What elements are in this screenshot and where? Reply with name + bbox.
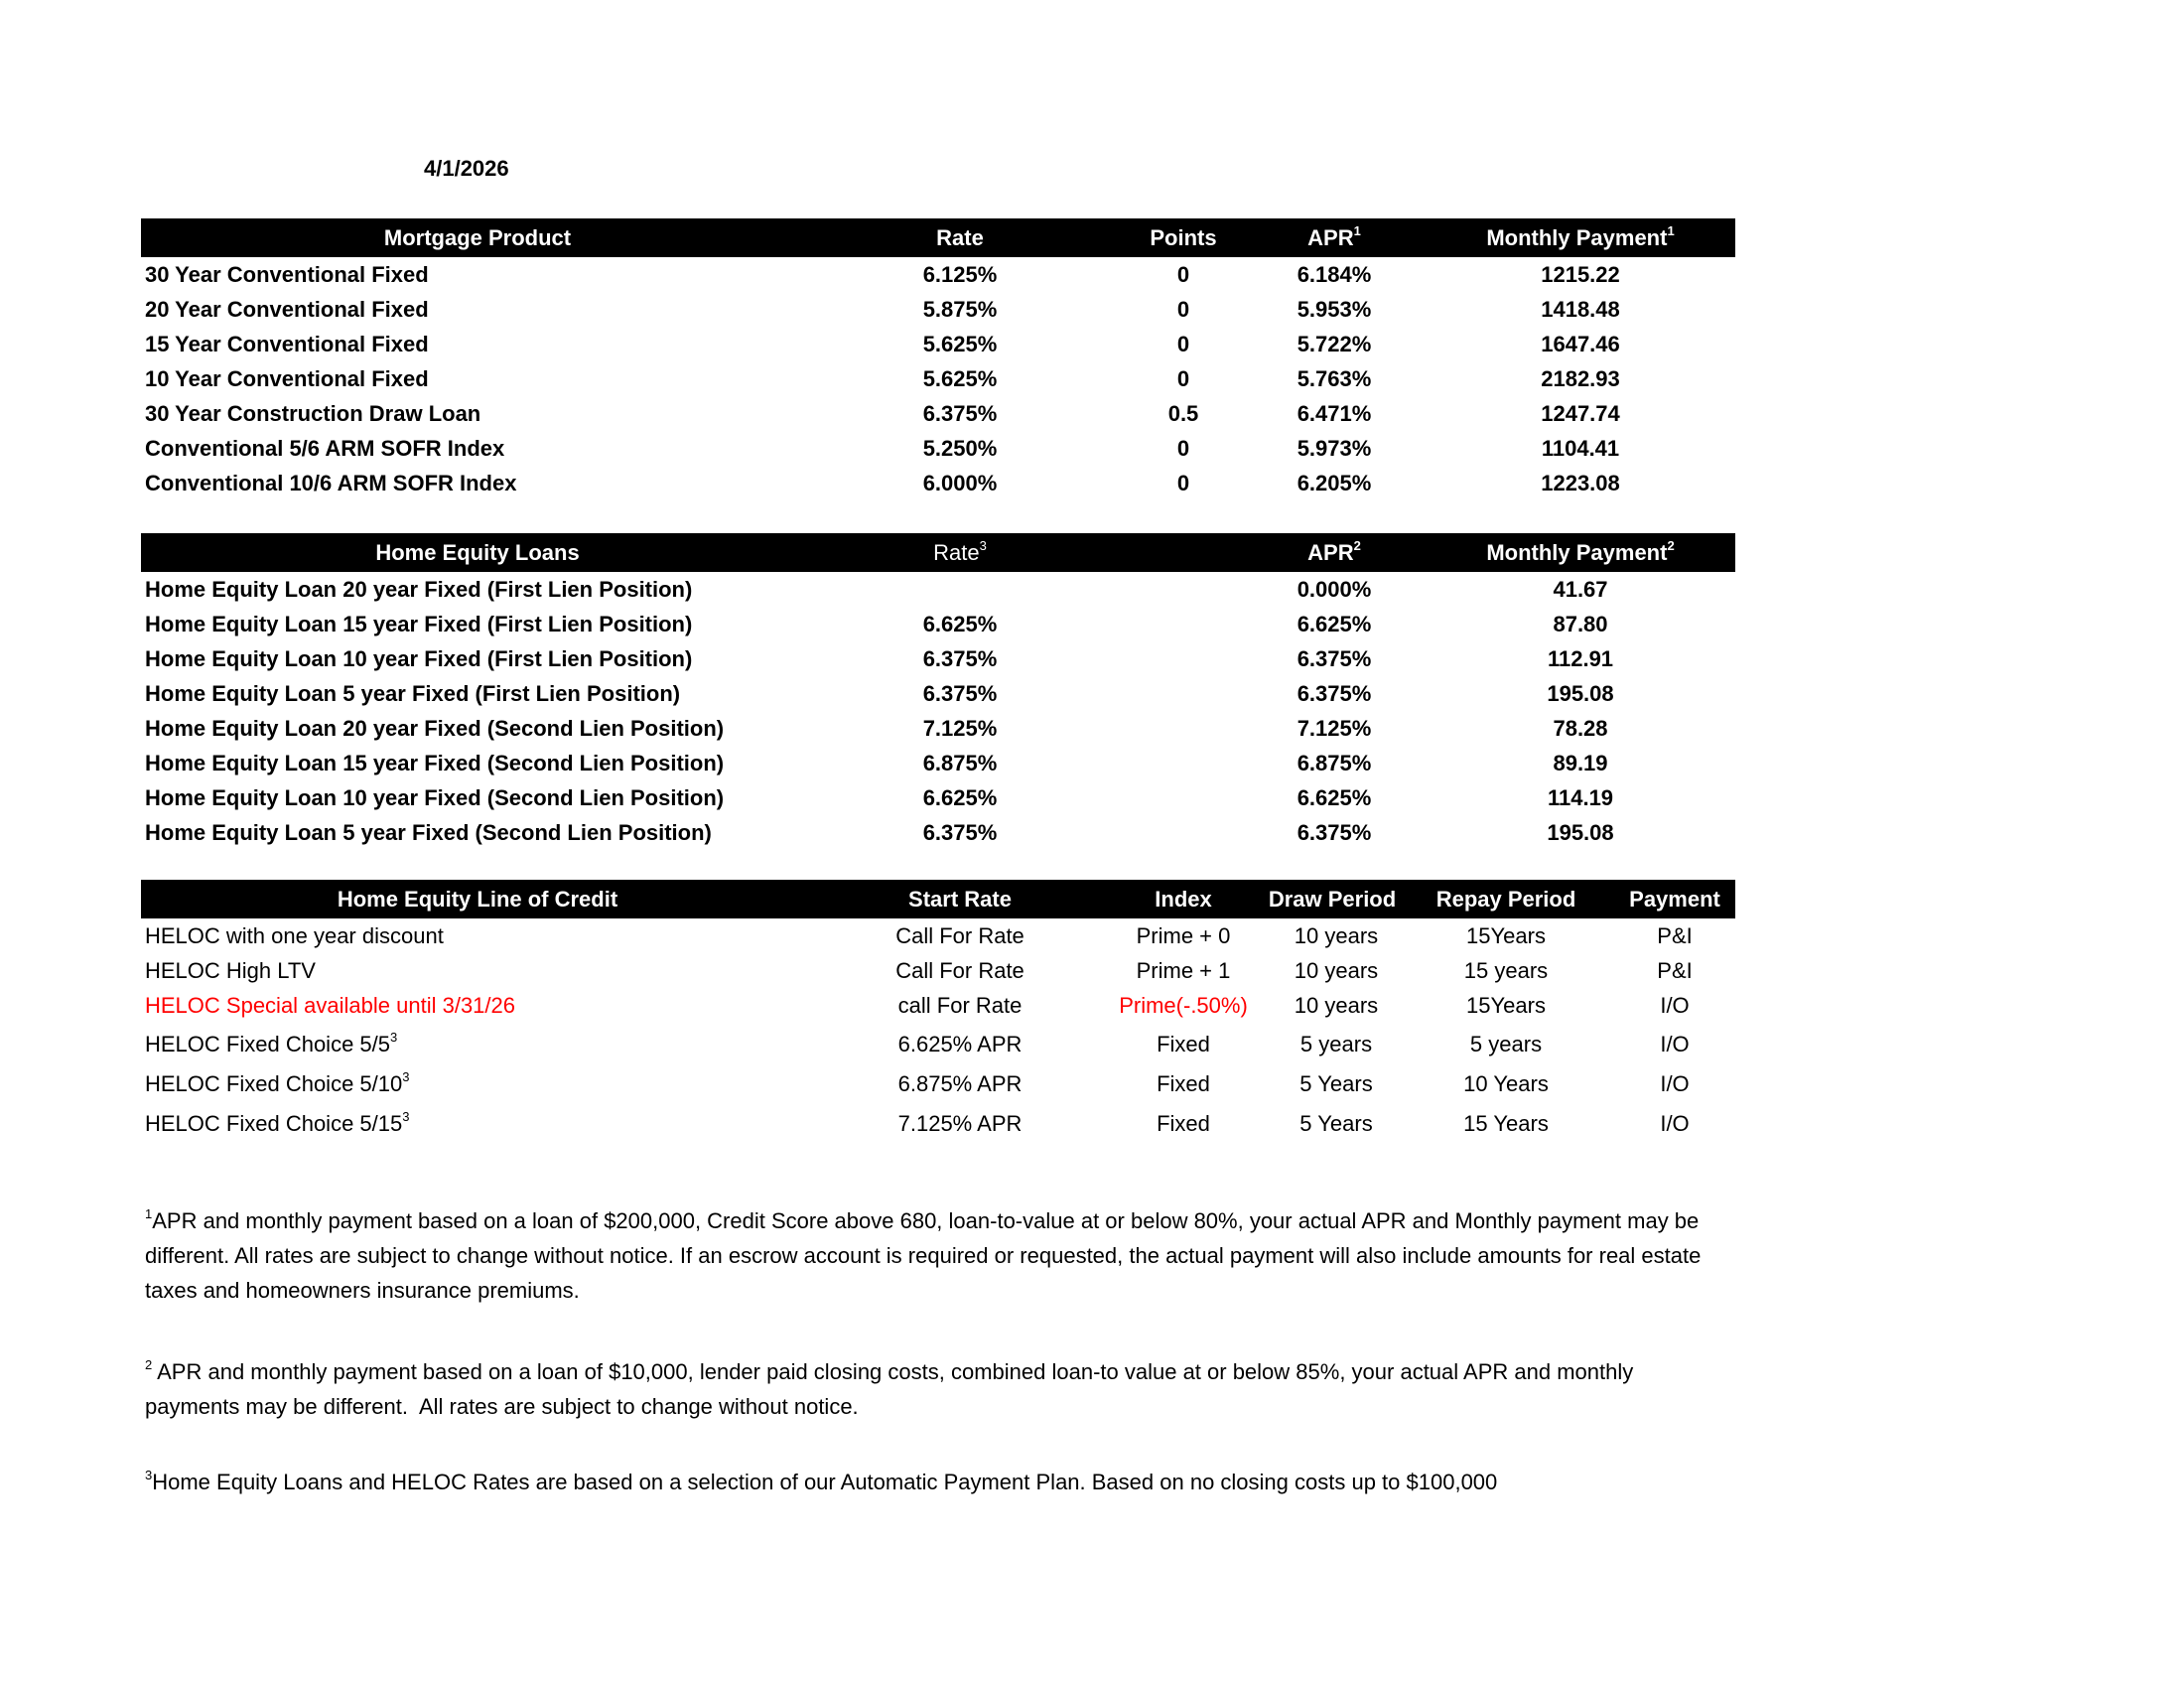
table-row [141,988,1735,1023]
index-value: Prime + 0 [1136,923,1231,948]
apr-value: 5.973% [1297,436,1372,461]
product-name: 30 Year Conventional Fixed [145,262,429,287]
table-row [141,327,1735,361]
start-rate-value: 6.875% APR [897,1071,1023,1096]
repay-period-value: 10 Years [1463,1071,1549,1096]
product-name: HELOC Fixed Choice $5/5^3$ [145,1030,398,1056]
col-header-rate: Rate$^3$ [933,538,987,565]
index-value: Prime(-.50%) [1119,993,1248,1018]
points-value: 0 [1176,366,1190,391]
monthly-payment-value: 1247.74 [1541,401,1620,426]
apr-value: 0.000% [1297,577,1372,602]
col-header-start-rate: Start Rate [908,887,1012,912]
col-header-product: Home Equity Line of Credit [337,887,618,912]
table-row [141,780,1735,815]
col-header-draw-period: Draw Period [1268,887,1397,912]
product-name: Home Equity Loan 5 year Fixed (First Lien Position) [145,681,681,706]
table-row [141,711,1735,746]
monthly-payment-value: 41.67 [1553,577,1608,602]
draw-period-value: 10 years [1294,923,1379,948]
points-value: 0 [1176,297,1190,322]
rate-value: 5.625% [922,332,998,356]
table-row [141,746,1735,780]
footnote-1: $^1$APR and monthly payment based on a loan of $200,000, Credit Score above 680, loan-to-value at or below 80%, your actual APR and Monthly payment may be different. All rates are subject to change without notice. If an escrow account is required or requested, the actual payment will also include amounts for real estate taxes and homeowners insurance premiums. [145,1206,1702,1303]
apr-value: 5.953% [1297,297,1372,322]
col-header-apr: APR$^2$ [1307,538,1361,565]
draw-period-value: 10 years [1294,993,1379,1018]
col-header-payment: Payment [1629,887,1720,912]
monthly-payment-value: 1104.41 [1541,436,1620,461]
rate-value: 6.000% [922,471,998,495]
table-row [141,361,1735,396]
apr-value: 6.625% [1297,612,1372,636]
table-row [141,815,1735,850]
product-name: Conventional 10/6 ARM SOFR Index [145,471,517,495]
repay-period-value: 15Years [1466,993,1546,1018]
col-header-points: Points [1150,225,1217,250]
apr-value: 6.375% [1297,820,1372,845]
apr-value: 6.375% [1297,646,1372,671]
col-header-product: Mortgage Product [383,225,572,250]
table-row [141,396,1735,431]
apr-value: 6.875% [1297,751,1372,775]
product-name: HELOC High LTV [145,958,316,983]
product-name: Home Equity Loan 5 year Fixed (Second Lien Position) [145,820,712,845]
draw-period-value: 5 Years [1299,1111,1373,1136]
table-row [141,918,1735,953]
start-rate-value: 6.625% APR [897,1032,1023,1056]
repay-period-value: 15Years [1466,923,1546,948]
product-name: HELOC Special available until 3/31/26 [145,993,516,1018]
rate-value: 6.375% [922,681,998,706]
payment-type-value: I/O [1660,993,1690,1018]
col-header-monthly-payment: Monthly Payment$^2$ [1486,538,1675,565]
table-row [141,1062,1735,1102]
start-rate-value: Call For Rate [895,958,1024,983]
monthly-payment-value: 2182.93 [1541,366,1620,391]
table-row [141,953,1735,988]
monthly-payment-value: 1215.22 [1541,262,1620,287]
rate-value: 7.125% [922,716,998,741]
product-name: 30 Year Construction Draw Loan [145,401,481,426]
index-value: Fixed [1157,1032,1210,1056]
payment-type-value: I/O [1660,1032,1690,1056]
product-name: Home Equity Loan 15 year Fixed (First Lien Position) [145,612,693,636]
col-header-product: Home Equity Loans [375,540,580,565]
rate-value: 5.875% [922,297,998,322]
table-row [141,641,1735,676]
table-row [141,572,1735,607]
payment-type-value: I/O [1660,1111,1690,1136]
product-name: Home Equity Loan 15 year Fixed (Second Lien Position) [145,751,725,775]
points-value: 0 [1176,436,1190,461]
monthly-payment-value: 87.80 [1553,612,1608,636]
rate-value: 6.625% [922,785,998,810]
product-name: Home Equity Loan 20 year Fixed (Second Lien Position) [145,716,725,741]
apr-value: 5.722% [1297,332,1372,356]
table-row [141,1102,1735,1142]
col-header-index: Index [1155,887,1212,912]
monthly-payment-value: 195.08 [1547,820,1614,845]
apr-value: 6.205% [1297,471,1372,495]
col-header-apr: APR$^1$ [1307,223,1361,250]
product-name: HELOC Fixed Choice $5/15^3$ [145,1109,410,1136]
product-name: 15 Year Conventional Fixed [145,332,429,356]
col-header-rate: Rate [936,225,984,250]
rate-value: 6.375% [922,820,998,845]
apr-value: 6.471% [1297,401,1372,426]
apr-value: 7.125% [1297,716,1372,741]
rate-value: 6.375% [922,401,998,426]
monthly-payment-value: 1647.46 [1541,332,1620,356]
rate-value: 6.625% [922,612,998,636]
points-value: 0.5 [1167,401,1199,426]
monthly-payment-value: 89.19 [1553,751,1608,775]
rate-value: 5.625% [922,366,998,391]
start-rate-value: Call For Rate [895,923,1024,948]
draw-period-value: 10 years [1294,958,1379,983]
points-value: 0 [1176,332,1190,356]
table-row [141,257,1735,292]
start-rate-value: 7.125% APR [897,1111,1023,1136]
payment-type-value: P&I [1657,923,1693,948]
table-row [141,292,1735,327]
start-rate-value: call For Rate [897,993,1023,1018]
index-value: Fixed [1157,1111,1210,1136]
home-equity-loans-table [141,533,1735,850]
product-name: 20 Year Conventional Fixed [145,297,429,322]
rate-sheet-date: 4/1/2026 [424,156,509,181]
payment-type-value: P&I [1657,958,1693,983]
table-row [141,1023,1735,1062]
table-row [141,466,1735,500]
repay-period-value: 5 years [1469,1032,1543,1056]
product-name: Home Equity Loan 10 year Fixed (Second Lien Position) [145,785,725,810]
payment-type-value: I/O [1660,1071,1690,1096]
points-value: 0 [1176,471,1190,495]
monthly-payment-value: 1223.08 [1541,471,1620,495]
apr-value: 6.184% [1297,262,1372,287]
heloc-table-header [141,880,1735,918]
monthly-payment-value: 114.19 [1547,785,1614,810]
draw-period-value: 5 years [1299,1032,1373,1056]
footnote-3: $^3$Home Equity Loans and HELOC Rates are based on a selection of our Automatic Payment Plan. Based on no closing costs up to $100,000 [145,1468,1498,1494]
rate-value: 6.875% [922,751,998,775]
col-header-repay-period: Repay Period [1435,887,1576,912]
apr-value: 6.625% [1297,785,1372,810]
rate-value: 5.250% [922,436,998,461]
mortgage-table-header [141,218,1735,257]
mortgage-table [141,218,1735,500]
product-name: HELOC Fixed Choice $5/10^3$ [145,1069,410,1096]
draw-period-value: 5 Years [1299,1071,1373,1096]
rate-value: 6.125% [922,262,998,287]
product-name: HELOC with one year discount [145,923,444,948]
product-name: Conventional 5/6 ARM SOFR Index [145,436,505,461]
monthly-payment-value: 78.28 [1553,716,1608,741]
home-equity-table-header [141,533,1735,572]
col-header-monthly-payment: Monthly Payment$^1$ [1486,223,1675,250]
repay-period-value: 15 years [1463,958,1549,983]
points-value: 0 [1176,262,1190,287]
repay-period-value: 15 Years [1463,1111,1549,1136]
product-name: Home Equity Loan 10 year Fixed (First Lien Position) [145,646,693,671]
table-row [141,676,1735,711]
monthly-payment-value: 112.91 [1547,646,1614,671]
monthly-payment-value: 1418.48 [1541,297,1620,322]
table-row [141,431,1735,466]
apr-value: 6.375% [1297,681,1372,706]
index-value: Prime + 1 [1136,958,1231,983]
table-row [141,607,1735,641]
apr-value: 5.763% [1297,366,1372,391]
product-name: Home Equity Loan 20 year Fixed (First Lien Position) [145,577,693,602]
product-name: 10 Year Conventional Fixed [145,366,429,391]
heloc-table [141,880,1735,1142]
index-value: Fixed [1157,1071,1210,1096]
footnote-2: $^2$ APR and monthly payment based on a loan of $10,000, lender paid closing costs, combined loan-to value at or below 85%, your actual APR and monthly payments may be different. All rates are subject to change without notice. [145,1357,1640,1419]
monthly-payment-value: 195.08 [1547,681,1614,706]
rate-value: 6.375% [922,646,998,671]
